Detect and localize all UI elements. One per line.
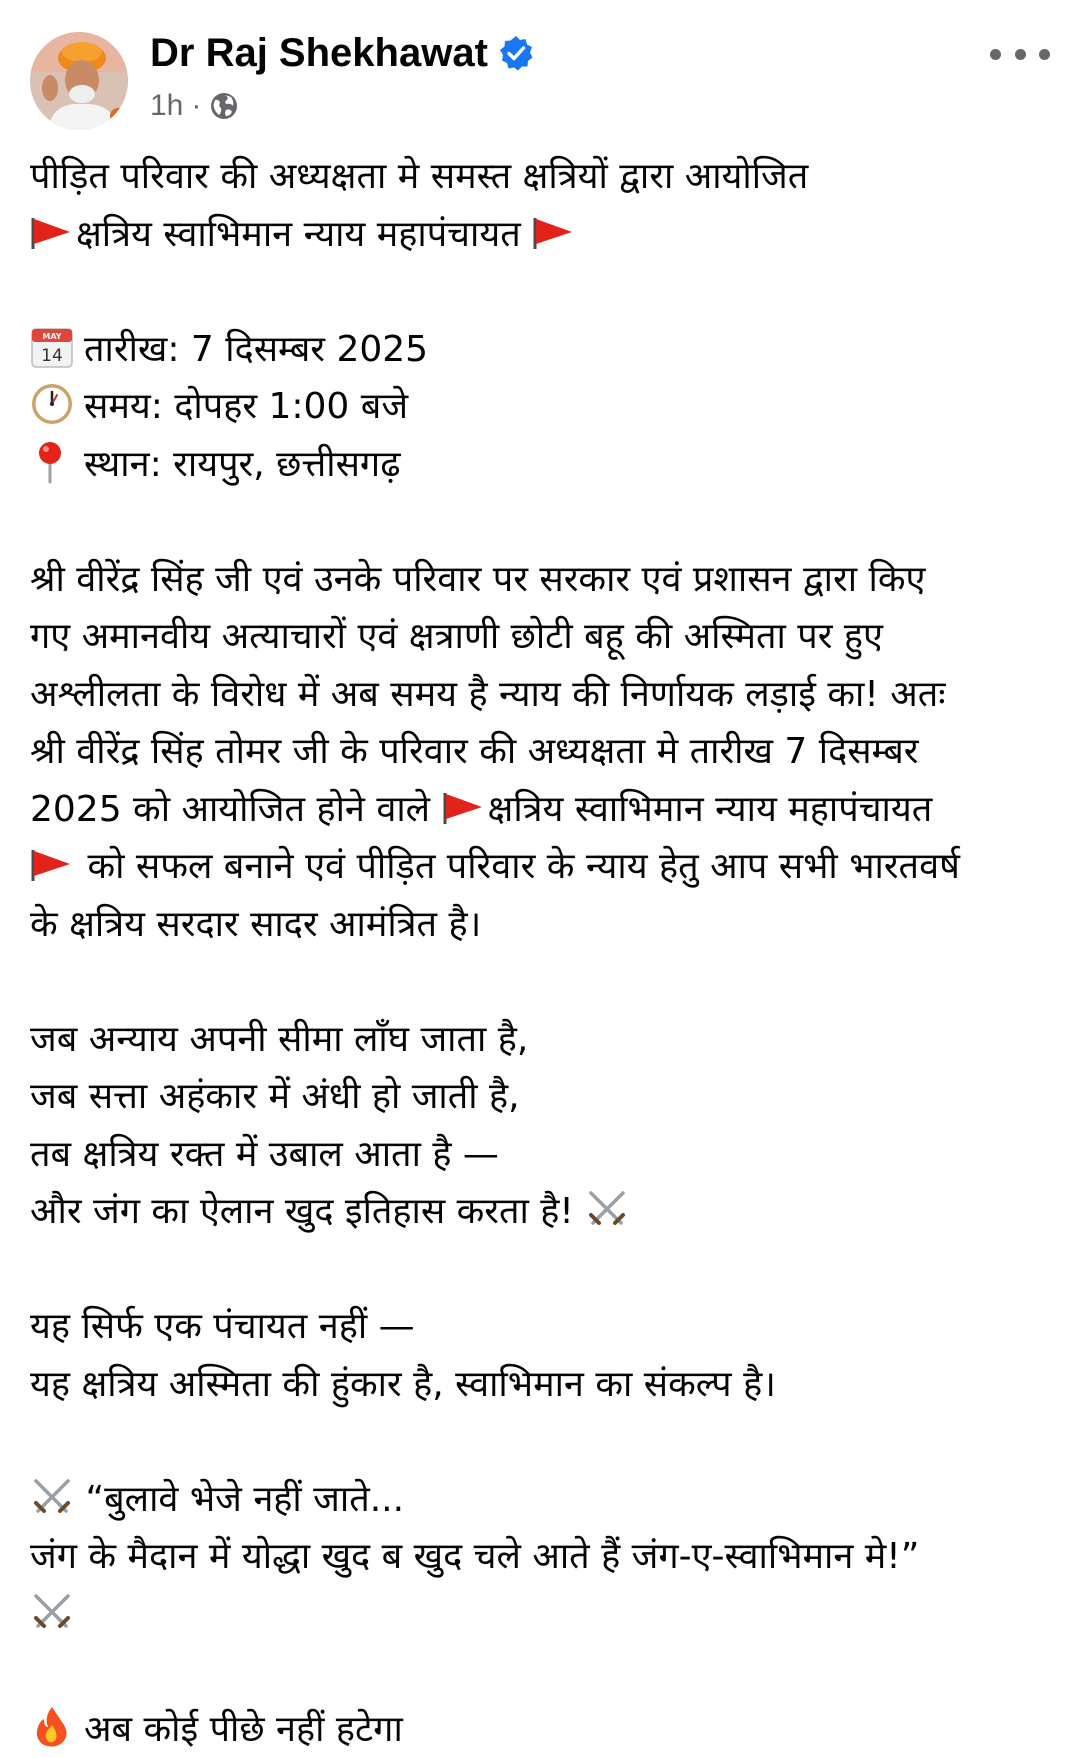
- calendar-day: 14: [41, 346, 63, 366]
- author-avatar[interactable]: [30, 32, 128, 130]
- text-line: पीड़ित परिवार की अध्यक्षता मे समस्त क्षत्रियों द्वारा आयोजित: [30, 148, 1050, 206]
- text-line: श्री वीरेंद्र सिंह जी एवं उनके परिवार पर सरकार एवं प्रशासन द्वारा किए: [30, 551, 1050, 609]
- text-line: यह क्षत्रिय अस्मिता की हुंकार है, स्वाभिमान का संकल्प है।: [30, 1356, 1050, 1414]
- more-dot-icon: [1039, 49, 1050, 60]
- event-time: समय: दोपहर 1:00 बजे: [84, 386, 408, 427]
- post-time[interactable]: 1h: [150, 86, 183, 126]
- red-flag-icon: [442, 791, 484, 825]
- text-segment: को सफल बनाने एवं पीड़ित परिवार के न्याय हेतु आप सभी भारतवर्ष: [87, 846, 959, 887]
- red-flag-icon: [532, 216, 574, 250]
- event-title-inline: क्षत्रिय स्वाभिमान न्याय महापंचायत: [488, 789, 933, 830]
- author-name[interactable]: Dr Raj Shekhawat: [150, 28, 488, 78]
- text-segment: अब कोई पीछे नहीं हटेगा: [84, 1709, 403, 1750]
- place-line: [30, 436, 1050, 494]
- text-line: [30, 838, 1050, 896]
- post-meta: [150, 86, 239, 126]
- calendar-month: MAY: [42, 332, 61, 341]
- verse-line: जब सत्ता अहंकार में अंधी हो जाती है,: [30, 1068, 1050, 1126]
- time-line: [30, 378, 1050, 436]
- avatar-photo: [30, 32, 128, 130]
- date-line: [30, 321, 1050, 379]
- text-line: [30, 781, 1050, 839]
- text-line: के क्षत्रिय सरदार सादर आमंत्रित है।: [30, 896, 1050, 954]
- verse-line: तब क्षत्रिय रक्त में उबाल आता है —: [30, 1126, 1050, 1184]
- verse-line: जब अन्याय अपनी सीमा लाँघ जाता है,: [30, 1011, 1050, 1069]
- post-header: [0, 0, 1080, 135]
- text-segment: और जंग का ऐलान खुद इतिहास करता है!: [30, 1191, 574, 1232]
- more-dot-icon: [990, 49, 1001, 60]
- verse-line: [30, 1183, 1050, 1241]
- quote-line: [30, 1471, 1050, 1529]
- crossed-swords-icon: [30, 1475, 74, 1519]
- clock-icon: [30, 382, 74, 426]
- red-flag-icon: [30, 216, 72, 250]
- text-line: अश्लीलता के विरोध में अब समय है न्याय की निर्णायक लड़ाई का! अतः: [30, 666, 1050, 724]
- event-date: तारीख: 7 दिसम्बर 2025: [84, 329, 428, 370]
- text-line: यह सिर्फ एक पंचायत नहीं —: [30, 1298, 1050, 1356]
- more-dot-icon: [1015, 49, 1026, 60]
- quote-line: जंग के मैदान में योद्धा खुद ब खुद चले आते हैं जंग-ए-स्वाभिमान मे!”: [30, 1528, 1050, 1586]
- post-text: [30, 148, 1050, 1758]
- text-segment: 2025 को आयोजित होने वाले: [30, 789, 430, 830]
- calendar-icon: [30, 325, 74, 369]
- event-place: स्थान: रायपुर, छत्तीसगढ़: [84, 444, 400, 485]
- pushpin-icon: [30, 440, 74, 484]
- event-title: क्षत्रिय स्वाभिमान न्याय महापंचायत: [76, 214, 521, 255]
- red-flag-icon: [30, 848, 72, 882]
- event-title-line: [30, 206, 1050, 264]
- text-segment: “बुलावे भेजे नहीं जाते...: [85, 1479, 404, 1520]
- text-line: श्री वीरेंद्र सिंह तोमर जी के परिवार की अध्यक्षता मे तारीख 7 दिसम्बर: [30, 723, 1050, 781]
- text-line: गए अमानवीय अत्याचारों एवं क्षत्राणी छोटी बहू की अस्मिता पर हुए: [30, 608, 1050, 666]
- crossed-swords-icon: [30, 1590, 74, 1634]
- author-name-row[interactable]: [150, 28, 534, 78]
- text-line: [30, 1701, 1050, 1758]
- verified-badge-icon: [498, 35, 534, 71]
- more-options-button[interactable]: [990, 34, 1050, 74]
- meta-separator: ·: [191, 86, 201, 126]
- emoji-line: [30, 1586, 1050, 1644]
- globe-icon[interactable]: [209, 91, 239, 121]
- crossed-swords-icon: [585, 1187, 629, 1231]
